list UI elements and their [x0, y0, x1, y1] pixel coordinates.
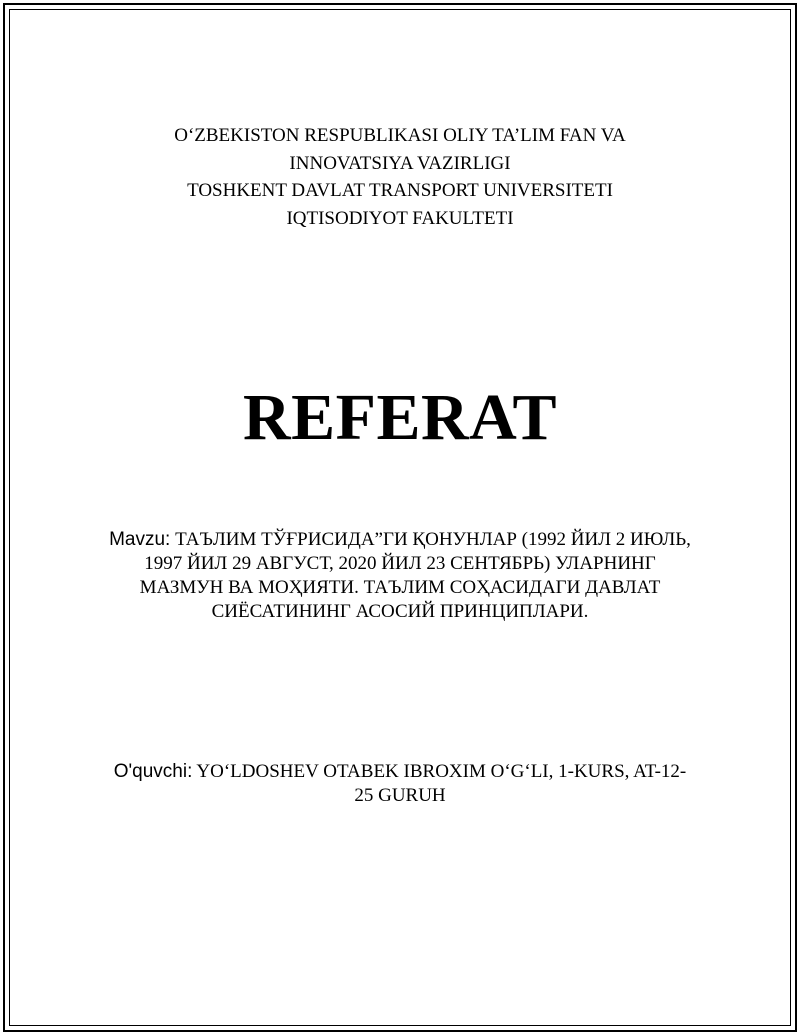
topic-line: 1997 ЙИЛ 29 АВГУСТ, 2020 ЙИЛ 23 СЕНТЯБРЬ) УЛАРНИНГ	[144, 553, 656, 574]
student-block	[100, 760, 700, 808]
document-title: REFERAT	[243, 381, 557, 454]
topic-line: МАЗМУН ВА МОҲИЯТИ. ТАЪЛИМ СОҲАСИДАГИ ДАВЛАТ	[139, 577, 661, 598]
student-line	[100, 760, 700, 784]
ministry-header	[0, 122, 800, 232]
student-name: YO‘LDOSHEV OTABEK IBROXIM O‘G‘LI, 1-KURS, AT-12-	[192, 761, 687, 782]
topic-line: СИЁСАТИНИНГ АСОСИЙ ПРИНЦИПЛАРИ.	[211, 601, 589, 622]
topic-label: Mavzu:	[109, 529, 171, 550]
student-label: O'quvchi:	[113, 761, 193, 782]
header-line: O‘ZBEKISTON RESPUBLIKASI OLIY TA’LIM FAN VA	[174, 125, 626, 146]
topic-text: ТАЪЛИМ ТЎҒРИСИДА”ГИ ҚОНУНЛАР (1992 ЙИЛ 2 ИЮЛЬ,	[170, 529, 691, 550]
header-line: INNOVATSIYA VAZIRLIGI	[289, 152, 511, 174]
header-line: IQTISODIYOT FAKULTETI	[286, 207, 514, 229]
topic-line	[100, 528, 700, 552]
topic-block	[100, 528, 700, 624]
header-line: TOSHKENT DAVLAT TRANSPORT UNIVERSITETI	[187, 180, 613, 201]
student-line: 25 GURUH	[354, 785, 446, 806]
